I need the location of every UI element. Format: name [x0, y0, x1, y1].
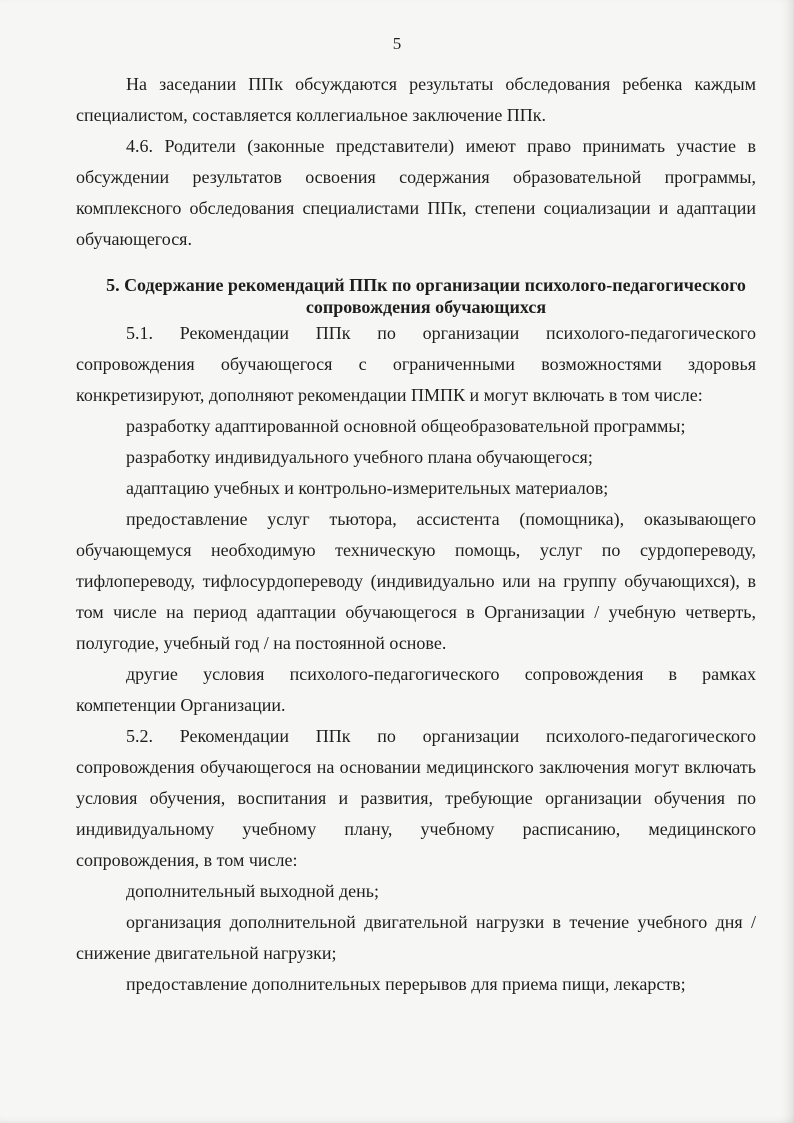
- list-item: предоставление услуг тьютора, ассистента (помощника), оказывающего обучающемуся необходимую техническую помощь, услуг по сурдопереводу, тифлопереводу, тифлосурдопереводу (индивидуально или на группу обучающихся), в том числе на период адаптации обучающегося в Организации / учебную четверть, полугодие, учебный год / на постоянной основе.: [76, 509, 756, 653]
- list-item: разработку индивидуального учебного плана обучающегося;: [126, 447, 593, 467]
- paragraph-5-1: 5.1. Рекомендации ППк по организации психолого-педагогического сопровождения обучающегося с ограниченными возможностями здоровья конкретизируют, дополняют рекомендации ПМПК и могут включать в том числе:: [76, 323, 756, 405]
- list-item: адаптацию учебных и контрольно-измерительных материалов;: [126, 478, 609, 498]
- paragraph-4-6: 4.6. Родители (законные представители) имеют право принимать участие в обсуждении результатов освоения содержания образовательной программы, комплексного обследования специалистами ППк, степени социализации и адаптации обучающегося.: [76, 136, 756, 249]
- list-item: другие условия психолого-педагогического сопровождения в рамках компетенции Организации.: [76, 664, 756, 715]
- list-item: разработку адаптированной основной общеобразовательной программы;: [126, 416, 686, 436]
- page-number: 5: [392, 34, 402, 53]
- section-5-heading: 5. Содержание рекомендаций ППк по организации психолого-педагогического сопровождения обучающихся: [106, 275, 746, 317]
- list-item: дополнительный выходной день;: [126, 881, 380, 901]
- paragraph-5-2: 5.2. Рекомендации ППк по организации психолого-педагогического сопровождения обучающегося на основании медицинского заключения могут включать условия обучения, воспитания и развития, требующие организации обучения по индивидуальному учебному плану, учебному расписанию, медицинского сопровождения, в том числе:: [76, 726, 756, 870]
- document-body: [76, 69, 756, 1000]
- list-item: организация дополнительной двигательной нагрузки в течение учебного дня / снижение двигательной нагрузки;: [76, 912, 756, 963]
- paragraph-discussion: На заседании ППк обсуждаются результаты обследования ребенка каждым специалистом, составляется коллегиальное заключение ППк.: [76, 74, 756, 125]
- list-item: предоставление дополнительных перерывов для приема пищи, лекарств;: [126, 974, 686, 994]
